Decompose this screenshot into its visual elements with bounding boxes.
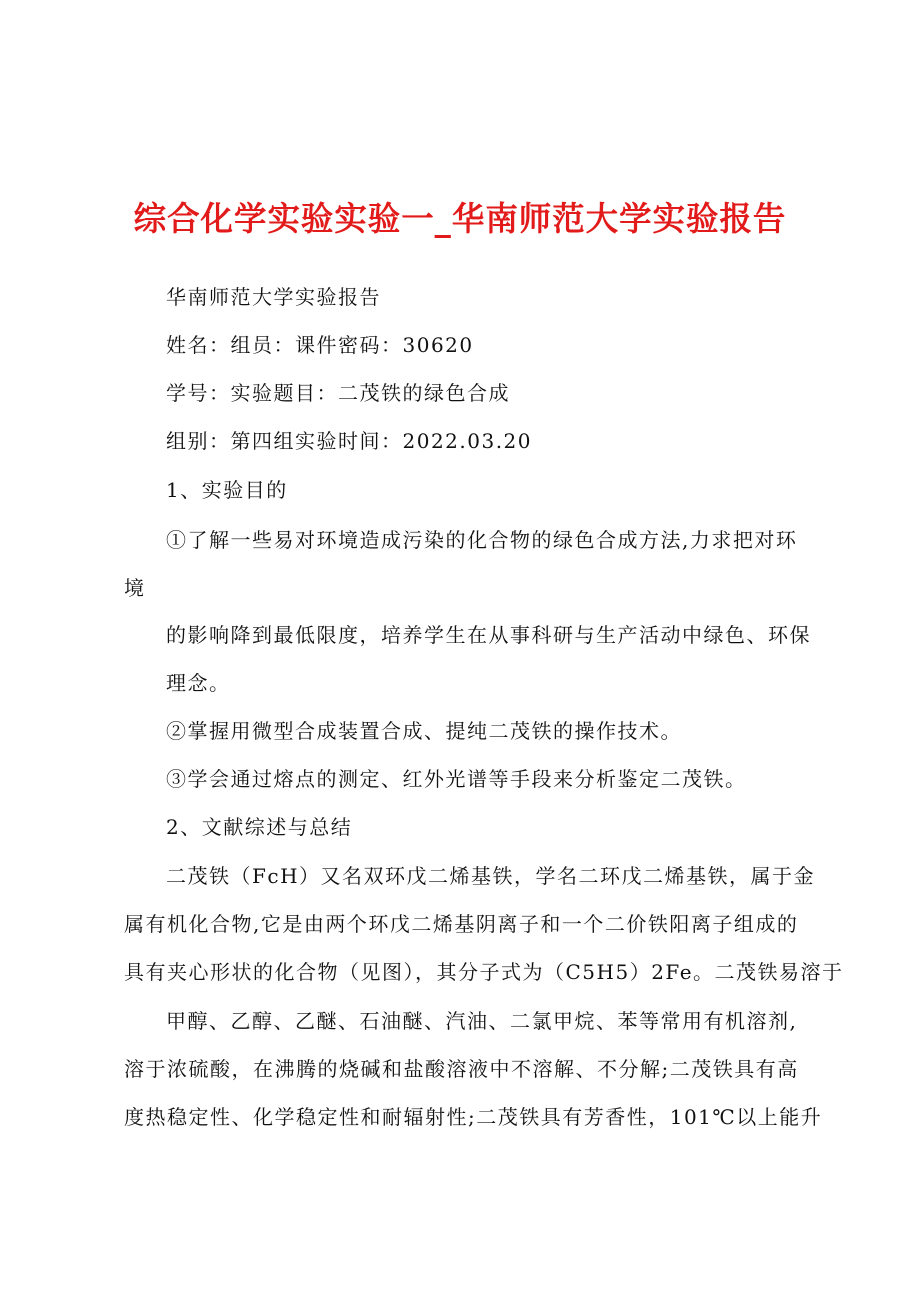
objective-2: ②掌握用微型合成装置合成、提纯二茂铁的操作技术。 xyxy=(166,719,682,743)
objective-1-line-1: ①了解一些易对环境造成污染的化合物的绿色合成方法,力求把对环 xyxy=(166,528,798,552)
paragraph-1-line-2: 属有机化合物,它是由两个环戊二烯基阴离子和一个二价铁阳离子组成的 xyxy=(124,912,799,936)
paragraph-1-line-3: 具有夹心形状的化合物（见图），其分子式为（C5H5）2Fe。二茂铁易溶于 xyxy=(124,960,844,984)
objective-1-line-4: 理念。 xyxy=(166,671,231,695)
report-header: 华南师范大学实验报告 xyxy=(166,285,381,309)
student-id-topic-line: 学号：实验题目：二茂铁的绿色合成 xyxy=(166,381,510,405)
document-title: 综合化学实验实验一_华南师范大学实验报告 xyxy=(133,199,787,238)
group-date-line: 组别：第四组实验时间：2022.03.20 xyxy=(166,429,533,453)
section-2-heading: 2、文献综述与总结 xyxy=(166,815,353,839)
section-1-heading: 1、实验目的 xyxy=(166,478,288,502)
paragraph-2-line-1: 甲醇、乙醇、乙醚、石油醚、汽油、二氯甲烷、苯等常用有机溶剂, xyxy=(166,1009,798,1033)
name-member-password-line: 姓名：组员：课件密码：30620 xyxy=(166,333,474,357)
objective-1-line-3: 的影响降到最低限度，培养学生在从事科研与生产活动中绿色、环保 xyxy=(166,623,811,647)
objective-1-line-2: 境 xyxy=(124,576,146,600)
paragraph-2-line-3: 度热稳定性、化学稳定性和耐辐射性;二茂铁具有芳香性，101℃以上能升 xyxy=(124,1105,823,1129)
paragraph-1-line-1: 二茂铁（FcH）又名双环戊二烯基铁，学名二环戊二烯基铁，属于金 xyxy=(166,864,816,888)
objective-3: ③学会通过熔点的测定、红外光谱等手段来分析鉴定二茂铁。 xyxy=(166,767,747,791)
paragraph-2-line-2: 溶于浓硫酸，在沸腾的烧碱和盐酸溶液中不溶解、不分解;二茂铁具有高 xyxy=(124,1057,799,1081)
